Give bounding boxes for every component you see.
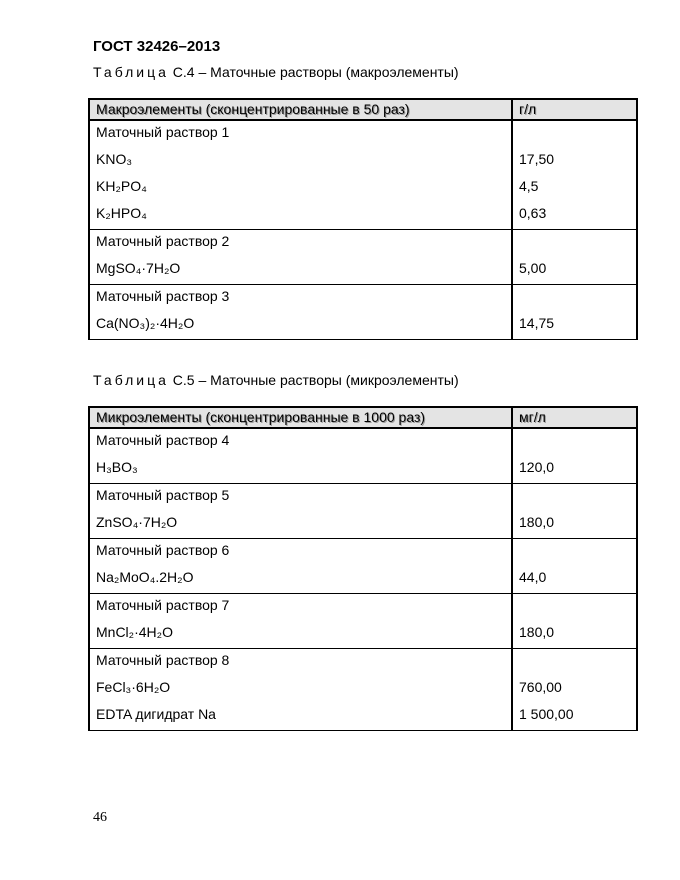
caption-text: С.5 – Маточные растворы (микроэлементы)	[168, 372, 459, 388]
table-row	[89, 312, 637, 340]
group-row	[89, 594, 637, 622]
concentration-value	[512, 428, 637, 456]
table-row	[89, 676, 637, 703]
group-title: Маточный раствор 3	[89, 285, 512, 313]
table-row	[89, 621, 637, 649]
concentration-value: 1 500,00	[512, 703, 637, 731]
table-row	[89, 175, 637, 202]
concentration-value: 760,00	[512, 676, 637, 703]
group-title: Маточный раствор 7	[89, 594, 512, 622]
table-row	[89, 148, 637, 175]
compound-name: MgSO₄·7H₂O	[89, 257, 512, 285]
concentration-value	[512, 285, 637, 313]
concentration-value	[512, 649, 637, 677]
document-id: ГОСТ 32426–2013	[93, 38, 221, 55]
caption-prefix: Таблица	[93, 64, 169, 80]
concentration-value: 4,5	[512, 175, 637, 202]
concentration-value	[512, 594, 637, 622]
header-row	[89, 407, 637, 428]
group-row	[89, 428, 637, 456]
table-c5-caption	[93, 372, 459, 388]
table-c4-caption	[93, 64, 459, 80]
table-row	[89, 566, 637, 594]
compound-name: KH₂PO₄	[89, 175, 512, 202]
group-row	[89, 649, 637, 677]
column-header-elements: Микроэлементы (сконцентрированные в 1000 раз)	[89, 407, 512, 428]
compound-name: FeCl₃·6H₂O	[89, 676, 512, 703]
concentration-value: 17,50	[512, 148, 637, 175]
column-header-elements: Макроэлементы (сконцентрированные в 50 раз)	[89, 99, 512, 120]
group-title: Маточный раствор 1	[89, 120, 512, 148]
table-row	[89, 511, 637, 539]
table-row	[89, 456, 637, 484]
compound-name: K₂HPO₄	[89, 202, 512, 230]
concentration-value: 120,0	[512, 456, 637, 484]
group-title: Маточный раствор 8	[89, 649, 512, 677]
table-row	[89, 202, 637, 230]
group-title: Маточный раствор 5	[89, 484, 512, 512]
concentration-value: 44,0	[512, 566, 637, 594]
concentration-value	[512, 230, 637, 258]
concentration-value: 180,0	[512, 621, 637, 649]
concentration-value	[512, 539, 637, 567]
compound-name: H₃BO₃	[89, 456, 512, 484]
compound-name: ZnSO₄·7H₂O	[89, 511, 512, 539]
group-title: Маточный раствор 4	[89, 428, 512, 456]
column-header-unit: г/л	[512, 99, 637, 120]
table-row	[89, 257, 637, 285]
group-title: Маточный раствор 6	[89, 539, 512, 567]
compound-name: MnCl₂·4H₂O	[89, 621, 512, 649]
concentration-value	[512, 484, 637, 512]
table-c5-microelements	[88, 406, 638, 731]
column-header-unit: мг/л	[512, 407, 637, 428]
caption-prefix: Таблица	[93, 372, 169, 388]
table-row	[89, 703, 637, 731]
concentration-value: 14,75	[512, 312, 637, 340]
group-row	[89, 230, 637, 258]
group-row	[89, 539, 637, 567]
table-c4-macroelements	[88, 98, 638, 340]
compound-name: KNO₃	[89, 148, 512, 175]
concentration-value	[512, 120, 637, 148]
page-number: 46	[93, 810, 107, 825]
compound-name: Na₂MoO₄.2H₂O	[89, 566, 512, 594]
header-row	[89, 99, 637, 120]
compound-name: EDTA дигидрат Na	[89, 703, 512, 731]
concentration-value: 0,63	[512, 202, 637, 230]
group-title: Маточный раствор 2	[89, 230, 512, 258]
compound-name: Ca(NO₃)₂·4H₂O	[89, 312, 512, 340]
caption-text: С.4 – Маточные растворы (макроэлементы)	[168, 64, 459, 80]
group-row	[89, 285, 637, 313]
concentration-value: 5,00	[512, 257, 637, 285]
concentration-value: 180,0	[512, 511, 637, 539]
group-row	[89, 120, 637, 148]
group-row	[89, 484, 637, 512]
